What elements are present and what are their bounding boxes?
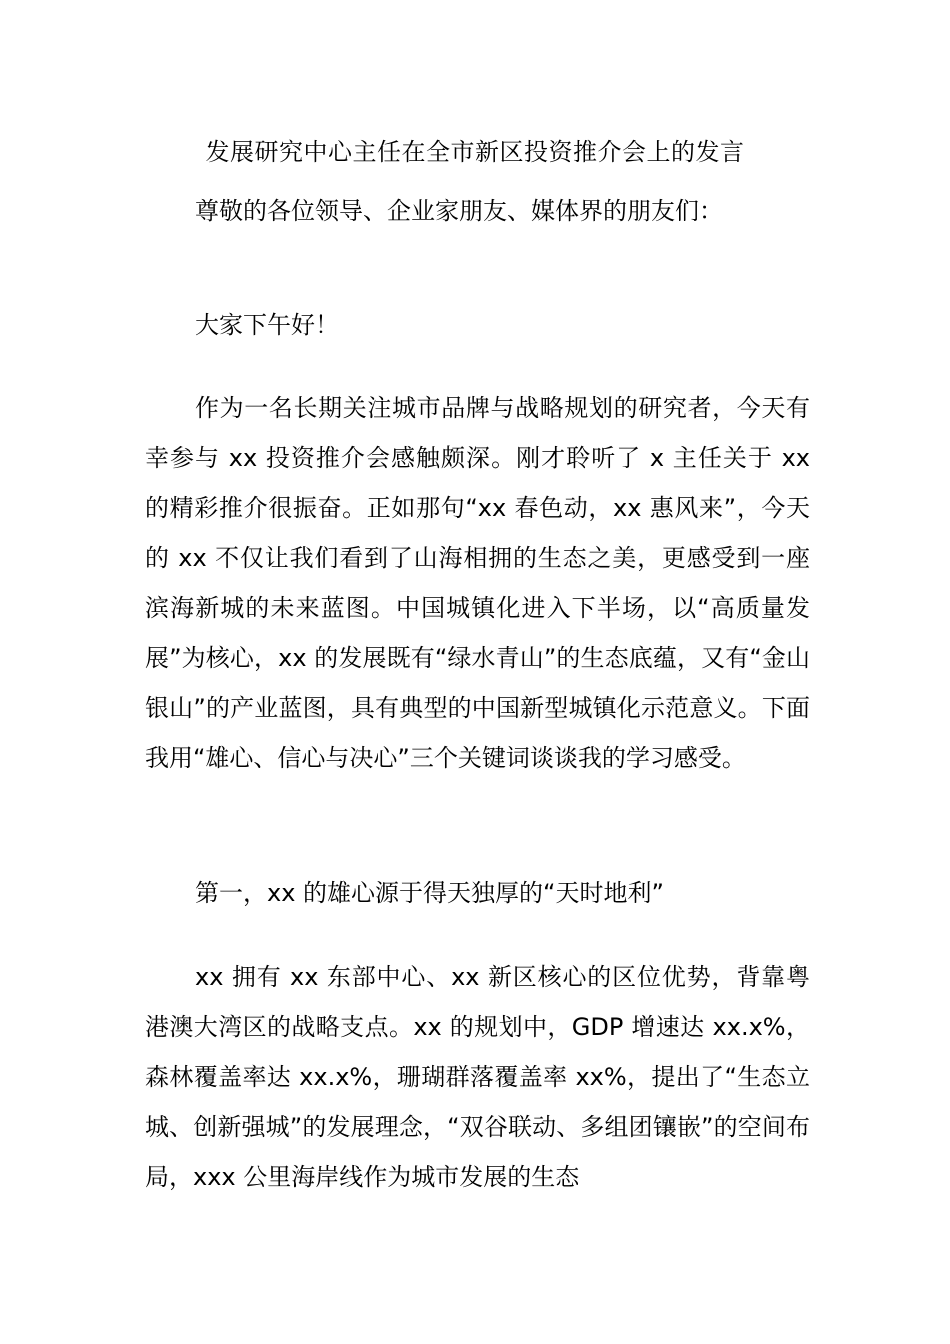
hello-paragraph: 大家下午好！ <box>195 311 339 339</box>
greeting-paragraph: 尊敬的各位领导、企业家朋友、媒体界的朋友们： <box>195 197 723 225</box>
section1-heading: 第一，xx 的雄心源于得天独厚的“天时地利” <box>195 879 664 907</box>
document-title: 发展研究中心主任在全市新区投资推介会上的发言 <box>205 138 745 166</box>
intro-paragraph: 作为一名长期关注城市品牌与战略规划的研究者，今天有幸参与 xx 投资推介会感触颇深。刚才聆听了 x 主任关于 xx 的精彩推介很振奋。正如那句“xx 春色动，xx 惠风来”，今天的 xx 不仅让我们看到了山海相拥的生态之美，更感受到一座滨海新城的未来蓝图。中国城镇化进入下半场，以“高质量发展”为核心，xx 的发展既有“绿水青山”的生态底蕴，又有“金山银山”的产业蓝图，具有典型的中国新型城镇化示范意义。下面我用“雄心、信心与决心”三个关键词谈谈我的学习感受。 <box>145 394 810 772</box>
section1-body-paragraph: xx 拥有 xx 东部中心、xx 新区核心的区位优势，背靠粤港澳大湾区的战略支点。xx 的规划中，GDP 增速达 xx.x%，森林覆盖率达 xx.x%，珊瑚群落覆盖率 xx%，提出了“生态立城、创新强城”的发展理念，“双谷联动、多组团镶嵌”的空间布局，xxx 公里海岸线作为城市发展的生态 <box>145 963 810 1191</box>
